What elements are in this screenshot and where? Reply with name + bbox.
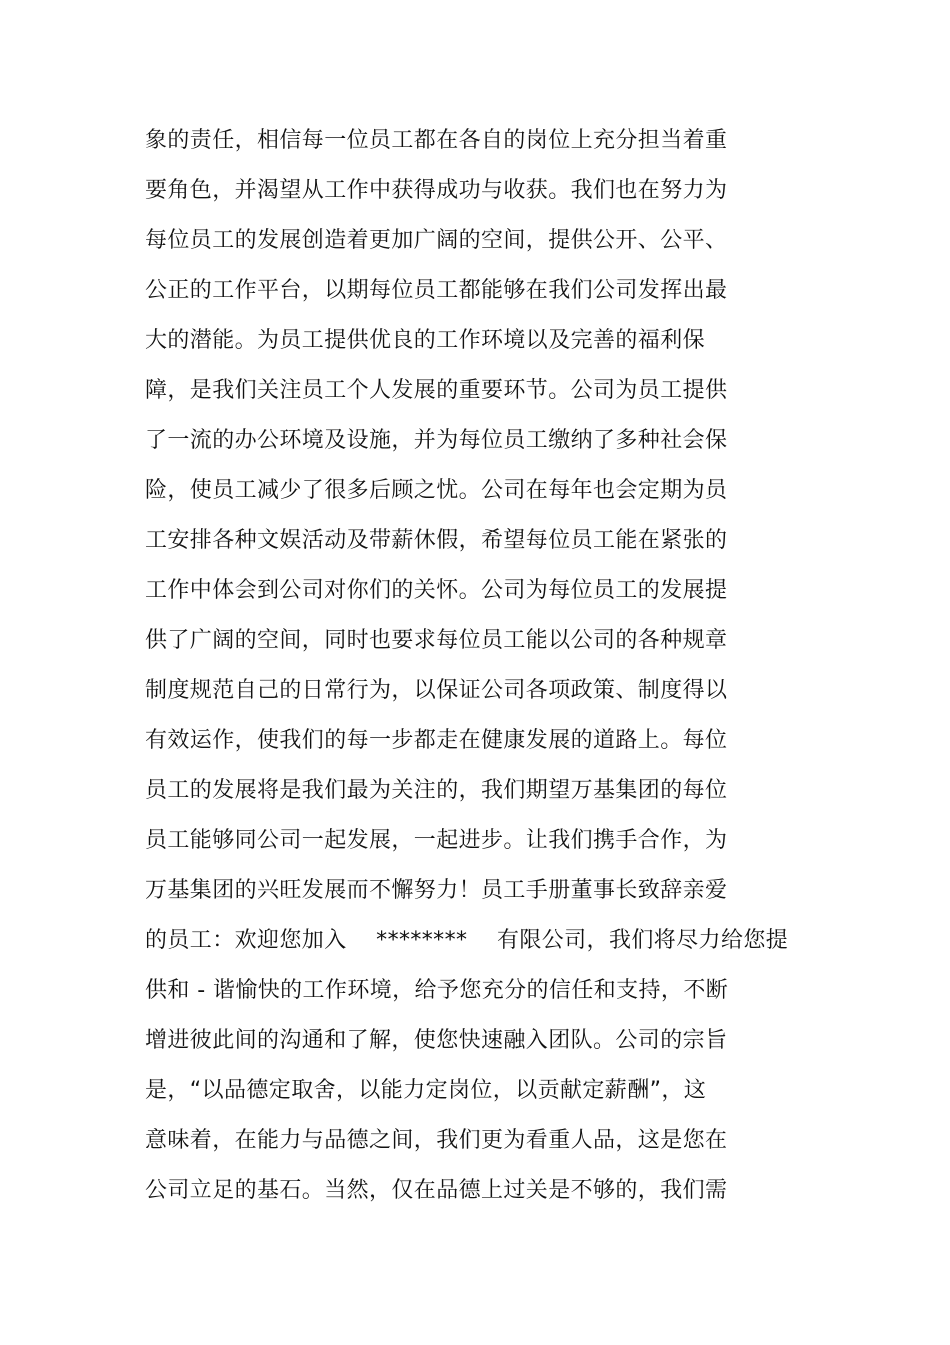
text-line: 员工能够同公司一起发展，一起进步。让我们携手合作，为 [145, 828, 728, 853]
text-line: 要角色，并渴望从工作中获得成功与收获。我们也在努力为 [145, 178, 728, 203]
text-line: 意味着，在能力与品德之间，我们更为看重人品，这是您在 [145, 1128, 728, 1153]
text-line: 制度规范自己的日常行为，以保证公司各项政策、制度得以 [145, 678, 728, 703]
text-line: 险，使员工减少了很多后顾之忧。公司在每年也会定期为员 [145, 478, 728, 503]
text-line: 了一流的办公环境及设施，并为每位员工缴纳了多种社会保 [145, 428, 728, 453]
text-line: 工安排各种文娱活动及带薪休假，希望每位员工能在紧张的 [145, 528, 728, 553]
text-line: 员工的发展将是我们最为关注的，我们期望万基集团的每位 [145, 778, 728, 803]
text-line: 工作中体会到公司对你们的关怀。公司为每位员工的发展提 [145, 578, 728, 603]
text-line: 有效运作，使我们的每一步都走在健康发展的道路上。每位 [145, 728, 728, 753]
text-line: 公正的工作平台，以期每位员工都能够在我们公司发挥出最 [145, 278, 728, 303]
text-line: 供了广阔的空间，同时也要求每位员工能以公司的各种规章 [145, 628, 728, 653]
body-text [145, 116, 789, 1216]
text-line: 公司立足的基石。当然，仅在品德上过关是不够的，我们需 [145, 1178, 728, 1203]
text-line: 的员工：欢迎您加入 ******** 有限公司，我们将尽力给您提 [145, 928, 789, 953]
text-line: 象的责任，相信每一位员工都在各自的岗位上充分担当着重 [145, 128, 728, 153]
text-line: 供和 - 谐愉快的工作环境，给予您充分的信任和支持，不断 [145, 978, 729, 1003]
text-line: 是，“以品德定取舍，以能力定岗位，以贡献定薪酬”，这 [145, 1078, 707, 1103]
text-line: 增进彼此间的沟通和了解，使您快速融入团队。公司的宗旨 [145, 1028, 728, 1053]
text-line: 障，是我们关注员工个人发展的重要环节。公司为员工提供 [145, 378, 728, 403]
text-line: 万基集团的兴旺发展而不懈努力！员工手册董事长致辞亲爱 [145, 878, 728, 903]
text-line: 大的潜能。为员工提供优良的工作环境以及完善的福利保 [145, 328, 706, 353]
text-line: 每位员工的发展创造着更加广阔的空间，提供公开、公平、 [145, 228, 728, 253]
